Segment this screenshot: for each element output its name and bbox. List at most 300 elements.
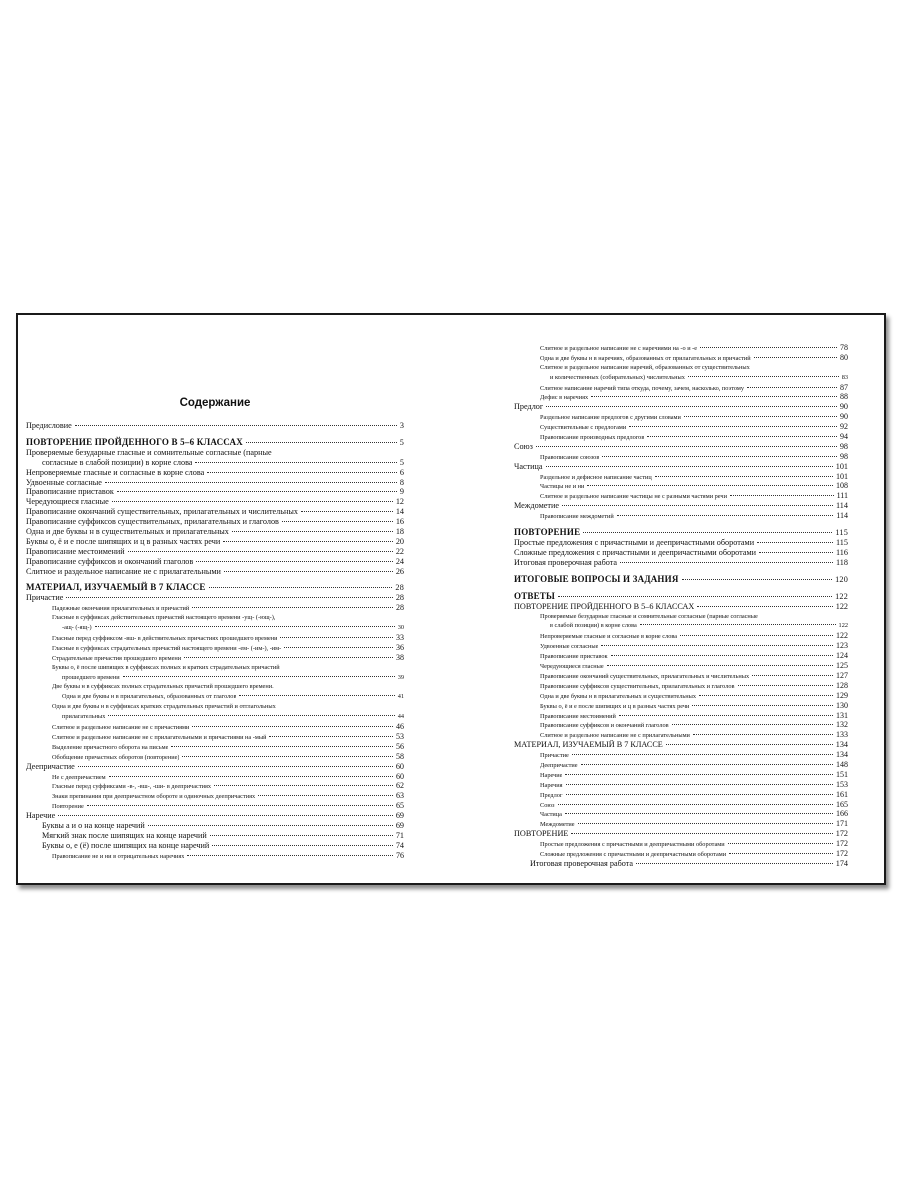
dot-leader — [78, 766, 393, 767]
dot-leader — [757, 542, 833, 543]
toc-section-heading — [514, 526, 848, 538]
toc-entry — [514, 558, 848, 568]
book-spread — [16, 313, 886, 885]
dot-leader — [95, 626, 395, 627]
dot-leader — [666, 744, 833, 745]
toc-page-number: 80 — [840, 352, 848, 362]
toc-entry-title: ОТВЕТЫ — [514, 590, 556, 601]
dot-leader — [212, 845, 393, 846]
toc-entry-title: Слитное и раздельное написание частицы не с разными частями речи — [540, 493, 727, 501]
toc-page-number: 63 — [396, 791, 404, 801]
toc-entry-title: Удвоенные согласные — [540, 643, 599, 651]
toc-page-number: 127 — [836, 670, 848, 680]
toc-entry — [26, 557, 404, 567]
toc-page-number: 148 — [836, 759, 848, 769]
toc-entry-title: Проверяемые безударные гласные и сомнительные согласные (парные согласные — [540, 612, 758, 620]
dot-leader — [738, 685, 833, 686]
dot-leader — [187, 855, 393, 856]
dot-leader — [192, 726, 393, 727]
toc-entry-title: Союз — [514, 441, 533, 451]
toc-page-number: 172 — [836, 848, 848, 858]
toc-entry-title: Буквы о, е (ё) после шипящих на конце наречий — [42, 840, 210, 850]
dot-leader — [647, 436, 837, 437]
toc-page-number: 69 — [395, 820, 404, 830]
toc-entry-title: Слитное и раздельное написание не с прилагательными — [26, 566, 221, 576]
toc-page-number: 129 — [836, 690, 848, 700]
dot-leader — [566, 784, 833, 785]
toc-entry — [514, 432, 848, 442]
toc-entry — [26, 448, 404, 458]
dot-leader — [680, 635, 833, 636]
toc-entry — [26, 603, 404, 613]
toc-entry-title: Слитное и раздельное написание не с наречиями на -о и -е — [540, 345, 698, 352]
dot-leader — [578, 823, 833, 824]
toc-page-number: 74 — [395, 840, 404, 850]
toc-entry — [26, 673, 404, 683]
dot-leader — [581, 764, 833, 765]
toc-entry-title: ИТОГОВЫЕ ВОПРОСЫ И ЗАДАНИЯ — [514, 573, 679, 584]
dot-leader — [66, 597, 392, 598]
toc-entry — [26, 613, 404, 623]
toc-entry — [514, 661, 848, 671]
toc-page-number: 38 — [396, 652, 404, 662]
dot-leader — [223, 541, 393, 542]
toc-page-number: 108 — [836, 481, 848, 491]
dot-leader — [58, 815, 393, 816]
toc-entry — [514, 800, 848, 810]
toc-entry — [514, 462, 848, 472]
toc-section-heading — [514, 573, 848, 585]
toc-entry-title: Правописание междометий — [540, 513, 614, 521]
toc-entry-title: Наречие — [26, 811, 56, 821]
toc-entry-title: Удвоенные согласные — [26, 477, 102, 487]
toc-entry — [26, 811, 404, 821]
toc-entry-title: Междометие — [514, 501, 559, 511]
dot-leader — [246, 442, 397, 443]
toc-entry-title: Буквы о, ё после шипящих в суффиксах полных и кратких страдательных причастий — [52, 663, 280, 671]
toc-entry-title: Правописание союзов — [540, 453, 600, 461]
toc-entry — [514, 711, 848, 721]
toc-entry — [26, 791, 404, 801]
toc-entry-title: Существительные с предлогами — [540, 424, 627, 432]
dot-leader — [754, 357, 837, 358]
toc-entry — [514, 809, 848, 819]
dot-leader — [572, 754, 833, 755]
toc-entry-title: ПОВТОРЕНИЕ — [514, 829, 569, 839]
toc-entry-title: Гласные в суффиксах страдательных причастий настоящего времени -ем- (-им-), -им- — [52, 644, 282, 652]
dot-leader — [697, 606, 832, 607]
dot-leader — [688, 376, 839, 377]
toc-entry — [514, 849, 848, 859]
toc-entry — [26, 752, 404, 762]
toc-entry-title: Падежные окончания прилагательных и причастий — [52, 605, 190, 613]
dot-leader — [239, 695, 394, 696]
toc-page-number: 65 — [396, 801, 404, 811]
dot-leader — [282, 521, 393, 522]
toc-entry-title: Чередующиеся гласные — [540, 663, 604, 671]
dot-leader — [258, 795, 393, 796]
toc-page-number: 151 — [836, 769, 848, 779]
dot-leader — [117, 491, 397, 492]
toc-page-number: 44 — [397, 713, 404, 721]
toc-page-number: 132 — [836, 720, 848, 730]
dot-leader — [546, 466, 833, 467]
toc-page-number: 134 — [836, 750, 848, 760]
toc-page-number: 161 — [836, 789, 848, 799]
dot-leader — [620, 562, 833, 563]
dot-leader — [607, 665, 833, 666]
toc-entry-title: Простые предложения с причастными и деепричастными оборотами — [514, 538, 755, 548]
toc-entry — [514, 859, 848, 869]
toc-entry-title: Предлог — [514, 402, 544, 412]
toc-entry — [26, 841, 404, 851]
dot-leader — [75, 425, 397, 426]
dot-leader — [195, 462, 396, 463]
toc-entry — [514, 612, 848, 622]
toc-entry — [26, 643, 404, 653]
dot-leader — [280, 637, 393, 638]
dot-leader — [684, 416, 837, 417]
toc-entry-title: Правописание суффиксов и окончаний глаголов — [26, 556, 194, 566]
toc-entry-title: Союз — [540, 801, 555, 809]
toc-page-number: 90 — [839, 402, 848, 412]
dot-leader — [123, 676, 395, 677]
dot-leader — [284, 647, 393, 648]
toc-entry — [514, 819, 848, 829]
toc-entry-title: Предлог — [540, 791, 563, 799]
toc-entry-title: Сложные предложения с причастными и деепричастными оборотами — [540, 850, 727, 858]
dot-leader — [617, 515, 834, 516]
toc-page-number: 9 — [399, 487, 404, 497]
toc-entry-title: Мягкий знак после шипящих на конце наречий — [42, 830, 207, 840]
toc-page-number: 71 — [395, 830, 404, 840]
dot-leader — [619, 715, 833, 716]
toc-entry-title: согласные в слабой позиции) в корне слова — [42, 457, 193, 467]
toc-entry-title: прилагательных — [62, 713, 106, 721]
toc-page-number: 26 — [395, 566, 404, 576]
toc-entry-title: Повторение — [52, 803, 84, 811]
toc-entry — [26, 653, 404, 663]
toc-entry-title: -ащ- (-ящ-) — [62, 624, 92, 632]
toc-entry — [26, 821, 404, 831]
toc-entry-title: Правописание местоимений — [26, 546, 125, 556]
toc-entry — [26, 593, 404, 603]
toc-entry — [26, 567, 404, 577]
dot-leader — [601, 645, 833, 646]
toc-entry — [514, 780, 848, 790]
toc-page-number: 16 — [395, 517, 404, 527]
toc-page-number: 18 — [395, 527, 404, 537]
toc-entry-title: Правописание приставок — [26, 487, 114, 497]
toc-entry-title: прошедшего времени — [62, 673, 120, 681]
toc-entry — [26, 781, 404, 791]
dot-leader — [108, 715, 394, 716]
toc-page-number: 76 — [396, 850, 404, 860]
toc-entry — [514, 839, 848, 849]
toc-page-number: 115 — [835, 528, 848, 538]
toc-entry — [26, 801, 404, 811]
toc-entry-title: Гласные перед суффиксами -в-, -вш-, -ши- в деепричастиях — [52, 783, 211, 791]
toc-entry — [26, 623, 404, 633]
dot-leader — [214, 785, 393, 786]
toc-entry — [514, 770, 848, 780]
toc-page-number: 39 — [397, 673, 404, 681]
toc-page-number: 53 — [396, 731, 404, 741]
toc-page-number: 171 — [836, 819, 848, 829]
toc-entry — [26, 421, 404, 431]
dot-leader — [728, 843, 833, 844]
toc-page-number: 30 — [397, 624, 404, 632]
toc-page-number: 118 — [836, 557, 848, 567]
toc-entry — [514, 631, 848, 641]
toc-entry — [514, 412, 848, 422]
toc-entry — [514, 442, 848, 452]
toc-entry-title: Правописание окончаний существительных, прилагательных и числительных — [26, 507, 298, 517]
toc-page-number: 153 — [836, 779, 848, 789]
toc-page-number: 56 — [396, 741, 404, 751]
toc-entry — [26, 742, 404, 752]
toc-entry — [514, 651, 848, 661]
toc-entry — [514, 538, 848, 548]
toc-entry-title: Страдательные причастия прошедшего времени — [52, 654, 182, 662]
toc-entry-title: Знаки препинания при деепричастном обороте и одиночных деепричастиях — [52, 793, 256, 801]
toc-entry-title: Обобщение причастных оборотов (повторение) — [52, 753, 180, 761]
toc-entry — [26, 663, 404, 673]
toc-entry — [514, 481, 848, 491]
toc-page-number: 60 — [395, 761, 404, 771]
toc-page-number: 165 — [836, 799, 848, 809]
dot-leader — [730, 495, 834, 496]
toc-entry-title: ПОВТОРЕНИЕ ПРОЙДЕННОГО В 5–6 КЛАССАХ — [514, 601, 695, 611]
toc-entry-title: Причастие — [26, 593, 64, 603]
dot-leader — [87, 805, 393, 806]
dot-leader — [700, 347, 837, 348]
dot-leader — [591, 396, 837, 397]
toc-entry-title: Деепричастие — [26, 761, 75, 771]
toc-page-number: 122 — [836, 631, 848, 641]
toc-entry — [26, 487, 404, 497]
toc-entry-title: Буквы о, ё и е после шипящих и ц в разных частях речи — [540, 702, 690, 710]
toc-entry — [26, 527, 404, 537]
toc-section-heading — [26, 581, 404, 593]
toc-entry — [26, 772, 404, 782]
toc-page-number: 101 — [836, 471, 848, 481]
toc-page-number: 122 — [838, 622, 848, 630]
toc-entry — [26, 517, 404, 527]
dot-leader — [558, 596, 832, 597]
toc-entry-title: Слитное и раздельное написание наречий, образованных от существительных — [540, 363, 750, 371]
toc-entry — [514, 472, 848, 482]
toc-entry — [514, 671, 848, 681]
toc-entry — [514, 681, 848, 691]
dot-leader — [105, 482, 397, 483]
dot-leader — [566, 794, 834, 795]
toc-entry — [514, 402, 848, 412]
dot-leader — [224, 571, 393, 572]
dot-leader — [562, 505, 833, 506]
toc-entry-title: Проверяемые безударные гласные и сомнительные согласные (парные — [26, 447, 272, 457]
toc-page-number: 46 — [396, 722, 404, 732]
dot-leader — [209, 587, 393, 588]
dot-leader — [565, 813, 833, 814]
toc-page-number: 60 — [396, 771, 404, 781]
toc-page-number: 78 — [840, 343, 848, 352]
toc-entry — [514, 373, 848, 383]
toc-entry-title: Одна и две буквы н в существительных и прилагательных — [26, 527, 229, 537]
right-toc-list — [514, 343, 848, 869]
dot-leader — [565, 774, 833, 775]
toc-entry-title: Слитное написание наречий типа откуда, почему, зачем, насколько, поэтому — [540, 384, 745, 392]
toc-entry-title: Простые предложения с причастными и деепричастными оборотами — [540, 841, 725, 849]
toc-page-number: 36 — [396, 642, 404, 652]
toc-entry-title: Причастие — [540, 752, 569, 760]
toc-page-number: 22 — [395, 546, 404, 556]
toc-entry-title: МАТЕРИАЛ, ИЗУЧАЕМЫЙ В 7 КЛАССЕ — [26, 582, 206, 593]
toc-page-number: 58 — [396, 751, 404, 761]
toc-entry — [514, 511, 848, 521]
toc-page-number: 24 — [395, 556, 404, 566]
toc-entry-title: МАТЕРИАЛ, ИЗУЧАЕМЫЙ В 7 КЛАССЕ — [514, 740, 663, 750]
toc-entry — [26, 831, 404, 841]
toc-page-number: 88 — [840, 392, 848, 402]
dot-leader — [184, 657, 393, 658]
toc-entry — [514, 501, 848, 511]
dot-leader — [747, 387, 837, 388]
toc-page-number: 133 — [836, 730, 848, 740]
dot-leader — [192, 607, 393, 608]
toc-page-number: 101 — [835, 461, 848, 471]
dot-leader — [583, 532, 832, 533]
toc-entry-title: Слитное и раздельное написание не с прилагательными — [540, 732, 690, 740]
dot-leader — [571, 833, 832, 834]
toc-entry-title: Гласные в суффиксах действительных причастий настоящего времени -ущ- (-ющ-), — [52, 614, 276, 622]
toc-entry — [514, 740, 848, 750]
dot-leader — [210, 835, 393, 836]
toc-entry-title: Выделение причастного оборота на письме — [52, 743, 169, 751]
toc-entry-title: Итоговая проверочная работа — [514, 557, 618, 567]
toc-page-number: 98 — [839, 441, 848, 451]
toc-entry-title: Одна и две буквы н в прилагательных, образованных от глаголов — [62, 693, 237, 701]
toc-entry-title: Наречия — [540, 781, 563, 789]
toc-entry — [26, 722, 404, 732]
toc-entry-title: в слабой позиции) в корне слова — [550, 622, 637, 630]
toc-page-number: 124 — [836, 651, 848, 661]
toc-entry — [514, 701, 848, 711]
toc-page-number: 130 — [836, 700, 848, 710]
toc-page-number: 111 — [836, 491, 848, 501]
toc-page-number: 41 — [397, 693, 404, 701]
dot-leader — [759, 552, 833, 553]
toc-section-heading — [514, 590, 848, 602]
toc-entry — [514, 383, 848, 393]
dot-leader — [699, 695, 833, 696]
toc-entry-title: Буквы а и о на конце наречий — [42, 820, 145, 830]
dot-leader — [112, 501, 393, 502]
dot-leader — [182, 756, 393, 757]
toc-entry — [514, 641, 848, 651]
toc-entry-title: Не с деепричастием — [52, 773, 106, 781]
dot-leader — [693, 734, 833, 735]
toc-entry — [514, 343, 848, 353]
toc-page-number: 92 — [840, 422, 848, 432]
toc-page-number: 98 — [840, 451, 848, 461]
toc-page-number: 14 — [395, 507, 404, 517]
toc-page-number: 69 — [395, 811, 404, 821]
toc-entry — [26, 762, 404, 772]
toc-page-number: 116 — [836, 547, 848, 557]
toc-entry — [26, 497, 404, 507]
toc-page-number: 174 — [835, 858, 848, 868]
toc-page-number: 122 — [835, 591, 848, 601]
toc-page-number: 120 — [835, 574, 848, 584]
toc-entry-title: Гласные перед суффиксом -вш- в действительных причастиях прошедшего времени — [52, 635, 278, 643]
toc-entry-title: и количественных (собирательных) числительных — [550, 373, 685, 381]
toc-entry-title: Чередующиеся гласные — [26, 497, 109, 507]
dot-leader — [629, 426, 837, 427]
toc-entry-title: Предисловие — [26, 421, 72, 430]
toc-page-number: 114 — [836, 501, 848, 511]
dot-leader — [636, 863, 833, 864]
toc-entry — [26, 478, 404, 488]
toc-page-number: 134 — [835, 740, 848, 750]
toc-page-number: 5 — [399, 457, 404, 467]
toc-entry — [514, 602, 848, 612]
toc-page-number: 5 — [399, 437, 404, 447]
dot-leader — [558, 804, 833, 805]
toc-entry-title: Одна и две буквы н в наречиях, образованных от прилагательных и причастий — [540, 354, 751, 362]
toc-page-number: 172 — [836, 839, 848, 849]
toc-entry — [514, 720, 848, 730]
toc-entry — [26, 458, 404, 468]
toc-page-number: 87 — [840, 382, 848, 392]
dot-leader — [672, 724, 833, 725]
toc-entry-title: Правописание окончаний существительных, прилагательных и числительных — [540, 672, 750, 680]
toc-page-number: 114 — [836, 511, 848, 521]
toc-entry-title: Правописание производных предлогов — [540, 434, 645, 442]
dot-leader — [207, 472, 397, 473]
toc-page-number: 166 — [836, 809, 848, 819]
toc-entry-title: Буквы о, ё и е после шипящих и ц в разных частях речи — [26, 536, 221, 546]
toc-entry — [514, 491, 848, 501]
toc-entry-title: Правописание суффиксов и окончаний глаголов — [540, 722, 669, 730]
toc-entry-title: Междометие — [540, 821, 575, 829]
toc-page-number: 8 — [399, 477, 404, 487]
toc-entry — [514, 353, 848, 363]
toc-entry-title: Частицы не и ни — [540, 483, 585, 491]
toc-page-number: 131 — [836, 710, 848, 720]
toc-page-number: 172 — [835, 829, 848, 839]
toc-entry-title: Одна и две буквы н в суффиксах кратких страдательных причастий и отглагольных — [52, 703, 276, 711]
dot-leader — [269, 736, 393, 737]
dot-leader — [536, 446, 837, 447]
toc-entry — [514, 548, 848, 558]
dot-leader — [196, 561, 393, 562]
toc-page-number: 90 — [840, 412, 848, 422]
toc-entry — [26, 732, 404, 742]
toc-entry — [514, 422, 848, 432]
toc-entry — [26, 851, 404, 861]
toc-entry-title: Слитное и раздельное написание не с прилагательными и причастиями на -мый — [52, 733, 267, 741]
toc-entry-title: Правописание не и ни в отрицательных наречиях — [52, 852, 185, 860]
toc-entry — [514, 621, 848, 631]
toc-page-number: 28 — [395, 593, 404, 603]
dot-leader — [682, 579, 833, 580]
toc-page-number: 123 — [836, 641, 848, 651]
toc-entry-title: Непроверяемые гласные и согласные в корне слова — [540, 633, 678, 641]
toc-entry — [514, 691, 848, 701]
toc-entry — [26, 702, 404, 712]
toc-entry — [514, 730, 848, 740]
